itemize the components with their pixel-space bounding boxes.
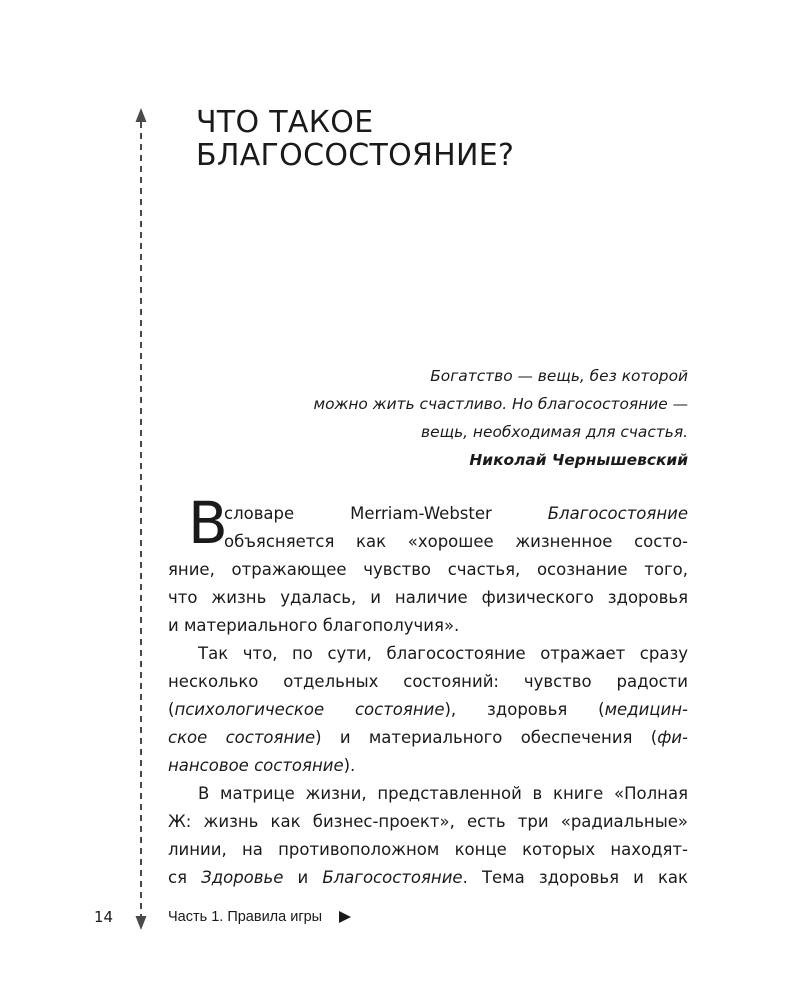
page-title (196, 106, 514, 172)
text-line: яние, отражающее чувство счастья, осознание того, (168, 560, 688, 579)
epigraph-line-2: можно жить счастливо. Но благосостояние — (313, 395, 688, 413)
italic-term: Благосостояние (322, 868, 463, 887)
text-line (168, 696, 688, 724)
text-line: линии, на противоположном конце которых находят- (168, 840, 688, 859)
text-line: объясняется как «хорошее жизненное состо- (224, 532, 688, 551)
text-line (168, 724, 688, 752)
text-line (168, 864, 688, 892)
text-segment: ( (168, 700, 175, 719)
paragraph-2 (168, 640, 688, 780)
text-segment: и (283, 868, 323, 887)
text-line (168, 752, 688, 780)
running-footer-section: Часть 1. Правила игры (168, 909, 323, 925)
title-line-1: ЧТО ТАКОЕ (196, 105, 374, 140)
text-line (224, 500, 688, 528)
title-line-2: БЛАГОСОСТОЯНИЕ? (196, 138, 515, 173)
italic-term: ское состояние (168, 728, 316, 747)
text-line: несколько отдельных состояний: чувство радости (168, 672, 688, 691)
text-line: Так что, по сути, благосостояние отражает сразу (198, 644, 688, 663)
italic-term: фи- (657, 728, 688, 747)
text-line: Ж: жизнь как бизнес-проект», есть три «радиальные» (168, 812, 688, 831)
text-line: В матрице жизни, представленной в книге «Полная (198, 784, 688, 803)
italic-term: психологическое состояние (174, 700, 445, 719)
page-number: 14 (94, 908, 114, 926)
italic-term: Здоровье (201, 868, 284, 887)
italic-term: Благосостояние (547, 504, 688, 523)
paragraph-1 (168, 500, 688, 640)
text-segment: . Тема здоровья и как (462, 868, 689, 887)
text-segment: ), здоровья ( (444, 700, 605, 719)
text-line: и материального благополучия». (168, 616, 460, 635)
right-triangle-icon (339, 911, 351, 923)
text-segment: ) и материального обеспечения ( (315, 728, 658, 747)
italic-term: медицин- (604, 700, 688, 719)
text-segment: ся (168, 868, 202, 887)
paragraph-3 (168, 780, 688, 892)
text-segment: ). (343, 756, 356, 775)
italic-term: нансовое состояние (168, 756, 344, 775)
body-text (168, 500, 688, 892)
epigraph (230, 362, 688, 474)
epigraph-author: Николай Чернышевский (469, 451, 688, 469)
vertical-axis-arrow-icon (132, 108, 150, 930)
epigraph-line-3: вещь, необходимая для счастья. (421, 423, 688, 441)
text-line: что жизнь удалась, и наличие физического здоровья (168, 588, 688, 607)
epigraph-line-1: Богатство — вещь, без которой (430, 367, 688, 385)
text-segment: словаре Merriam-Webster (224, 504, 548, 523)
drop-cap: В (188, 489, 228, 557)
